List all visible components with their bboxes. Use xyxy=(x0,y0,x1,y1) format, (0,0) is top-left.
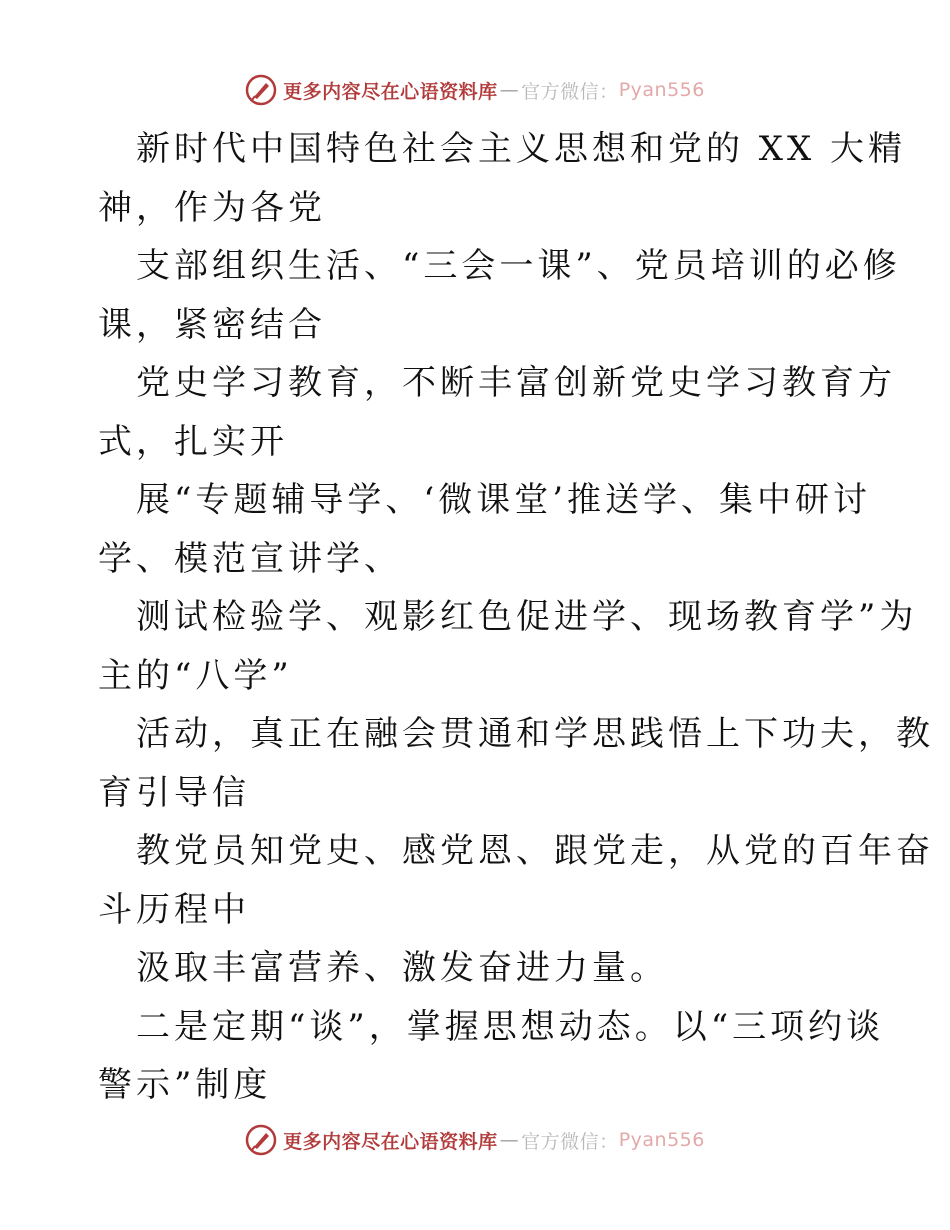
body-line: 支部组织生活、“三会一课”、党员培训的必修 xyxy=(136,246,901,286)
footer-wechat-label: 官方微信： xyxy=(521,1130,619,1153)
body-line: 二是定期“谈”，掌握思想动态。以“三项约谈 xyxy=(136,1006,885,1047)
body-line: 警示”制度 xyxy=(98,1065,272,1105)
footer-brand-text: 更多内容尽在心语资料库 xyxy=(283,1130,498,1153)
footer-dash: — xyxy=(499,1129,520,1151)
header-wechat-id: Pyan556 xyxy=(618,79,705,101)
document-body xyxy=(98,120,934,1115)
body-line: 汲取丰富营养、激发奋进力量。 xyxy=(136,948,668,988)
body-line: 新时代中国特色社会主义思想和党的 XX 大精 xyxy=(136,129,907,169)
footer-banner xyxy=(0,1120,950,1160)
body-line: 测试检验学、观影红色促进学、现场教育学”为 xyxy=(136,597,918,637)
body-line: 神，作为各党 xyxy=(98,187,326,228)
body-line: 主的“八学” xyxy=(98,655,293,696)
body-line: 式，扎实开 xyxy=(98,421,288,462)
header-banner xyxy=(0,70,950,110)
header-brand-text: 更多内容尽在心语资料库 xyxy=(283,80,498,103)
body-line: 斗历程中 xyxy=(98,889,250,930)
body-line: 育引导信 xyxy=(98,772,250,813)
body-line: 学、模范宣讲学、 xyxy=(98,538,402,579)
body-line: 展“专题辅导学、‘微课堂’推送学、集中研讨 xyxy=(136,480,871,520)
body-line: 活动，真正在融会贯通和学思践悟上下功夫，教 xyxy=(136,714,934,754)
body-line: 课，紧密结合 xyxy=(98,304,326,345)
body-line: 党史学习教育，不断丰富创新党史学习教育方 xyxy=(136,363,896,403)
header-wechat-label: 官方微信： xyxy=(521,80,619,103)
footer-wechat-id: Pyan556 xyxy=(618,1129,705,1151)
body-line: 教党员知党史、感党恩、跟党走，从党的百年奋 xyxy=(136,831,934,871)
header-dash: — xyxy=(499,79,520,101)
quill-pen-logo-icon xyxy=(245,74,277,106)
quill-pen-logo-icon xyxy=(245,1124,277,1156)
